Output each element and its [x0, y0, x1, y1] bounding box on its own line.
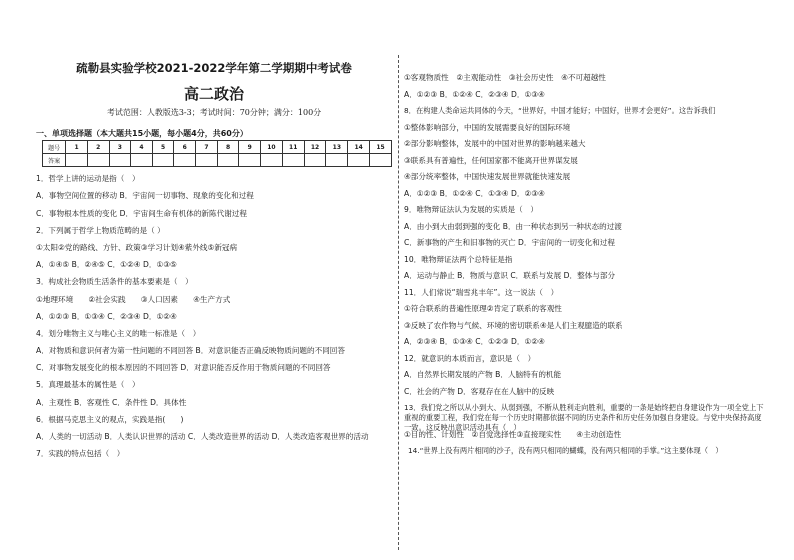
question-5-options: A．主观性 B．客观性 C．条件性 D．具体性 — [36, 397, 187, 407]
question-2-options: A．①④⑤ B．②④⑤ C．①②④ D．①③⑤ — [36, 260, 177, 270]
answer-cell[interactable] — [217, 154, 239, 167]
question-3-stem: 3．构成社会物质生活条件的基本要素是（ ） — [36, 277, 193, 287]
answer-cell[interactable] — [66, 154, 88, 167]
question-12-stem: 12．就意识的本质而言，意识是（ ） — [404, 353, 536, 363]
answer-grid — [42, 140, 392, 167]
grid-number: 14 — [348, 141, 370, 154]
question-9-options-ab: A．由小到大由弱到强的变化 B．由一种状态到另一种状态的过渡 — [404, 221, 622, 231]
question-11-stem: 11．人们常说“瑞雪兆丰年”。这一说法（ ） — [404, 287, 559, 297]
section-heading: 一、单项选择题（本大题共15小题，每小题4分，共60分） — [36, 129, 248, 138]
answer-cell[interactable] — [304, 154, 326, 167]
subject-title: 高二政治 — [183, 85, 244, 103]
answer-cell[interactable] — [131, 154, 153, 167]
question-10-options: A．运动与静止 B．物质与意识 C．联系与发展 D．整体与部分 — [404, 271, 616, 280]
answer-cell[interactable] — [261, 154, 283, 167]
answer-cell[interactable] — [109, 154, 131, 167]
question-5-stem: 5．真理最基本的属性是（ ） — [36, 380, 140, 390]
question-9-stem: 9．唯物辩证法认为发展的实质是（ ） — [404, 205, 538, 214]
question-7-options: A．①②③ B．①②④ C．②③④ D．①③④ — [404, 89, 545, 99]
question-11-items-34: ③反映了农作物与气候、环境的密切联系④是人们主观臆造的联系 — [404, 320, 623, 330]
answer-cell[interactable] — [282, 154, 304, 167]
grid-number: 2 — [87, 141, 109, 154]
question-7-items: ①客观物质性 ②主观能动性 ③社会历史性 ④不可超越性 — [404, 73, 606, 82]
question-6-stem: 6．根据马克思主义的观点，实践是指( ) — [36, 414, 184, 424]
question-11-options: A．②③④ B．①③④ C．①②③ D．①②④ — [404, 337, 545, 346]
question-7-stem: 7．实践的特点包括（ ） — [36, 449, 125, 459]
question-8-item-4: ④部分统率整体，中国快速发展世界就能快速发展 — [404, 172, 571, 181]
question-2-stem: 2．下列属于哲学上物质范畴的是（ ） — [36, 225, 165, 235]
question-2-items: ①太阳②党的路线、方针、政策③学习计划④紫外线⑤新冠病 — [36, 242, 238, 252]
answer-cell[interactable] — [152, 154, 174, 167]
question-6-options: A．人类的一切活动 B．人类认识世界的活动 C．人类改造世界的活动 D．人类改造客观世界的活动 — [36, 432, 369, 441]
grid-number: 13 — [326, 141, 348, 154]
grid-number: 4 — [131, 141, 153, 154]
question-1-options-ab: A．事物空间位置的移动 B．宇宙间一切事物、现象的变化和过程 — [36, 191, 254, 201]
question-1-stem: 1．哲学上讲的运动是指（ ） — [36, 174, 140, 184]
exam-title: 疏勒县实验学校2021-2022学年第二学期期中考试卷 — [76, 61, 352, 75]
question-4-stem: 4．划分唯物主义与唯心主义的唯一标准是（ ） — [36, 328, 201, 338]
column-divider — [398, 55, 399, 550]
question-8-item-1: ①整体影响部分，中国的发展需要良好的国际环境 — [404, 122, 571, 132]
grid-number: 11 — [282, 141, 304, 154]
question-14-stem: 14.“世界上没有两片相同的沙子，没有两只相同的蝴蝶，没有两只相同的手掌。”这主要体现（ ） — [408, 446, 723, 455]
question-13-items: ①目的性、计划性 ②自觉选择性③直接现实性 ④主动创造性 — [404, 429, 622, 439]
grid-number: 9 — [239, 141, 261, 154]
answer-cell[interactable] — [348, 154, 370, 167]
question-10-stem: 10．唯物辩证法两个总特征是指 — [404, 254, 513, 264]
question-12-options-ab: A．自然界长期发展的产物 B．人脑特有的机能 — [404, 370, 562, 379]
right-column — [404, 55, 764, 456]
grid-number: 1 — [66, 141, 88, 154]
answer-cell[interactable] — [174, 154, 196, 167]
question-12-options-cd: C．社会的产物 D．客观存在在人脑中的反映 — [404, 386, 555, 396]
question-9-options-cd: C．新事物的产生和旧事物的灭亡 D．宇宙间的一切变化和过程 — [404, 238, 615, 247]
exam-info: 考试范围：人教版选3-3；考试时间：70分钟；满分：100分 — [106, 108, 322, 117]
question-8-item-2: ②部分影响整体，发展中的中国对世界的影响越来越大 — [404, 139, 586, 148]
answer-cell[interactable] — [326, 154, 348, 167]
grid-number: 12 — [304, 141, 326, 154]
question-number-row — [43, 141, 392, 154]
grid-number: 6 — [174, 141, 196, 154]
grid-number: 15 — [370, 141, 392, 154]
question-13-stem: 13．我们党之所以从小到大、从弱到强，不断从胜利走向胜利，重要的一条是始终把自身建设作为一项全党上下重视的重要工程，我们党在每一个历史时期都依据不同的历史条件和历史任务加强自身建设。与党中央保持高度一致。这反映出意识活动具有（ ） — [404, 403, 764, 432]
question-11-items-12: ①符合联系的普遍性原理②肯定了联系的客观性 — [404, 304, 562, 313]
answer-cell[interactable] — [87, 154, 109, 167]
answer-cell[interactable] — [196, 154, 218, 167]
answer-row — [43, 154, 392, 167]
grid-number: 10 — [261, 141, 283, 154]
answer-cell[interactable] — [370, 154, 392, 167]
answer-cell[interactable] — [239, 154, 261, 167]
grid-number: 5 — [152, 141, 174, 154]
question-8-options: A．①②③ B．①②④ C．①③④ D．②③④ — [404, 188, 545, 198]
grid-number: 3 — [109, 141, 131, 154]
row-label-number: 题号 — [43, 141, 66, 154]
question-4-options-cd: C．对事物发展变化的根本原因的不同回答 D．对意识能否反作用于物质问题的不同回答 — [36, 363, 331, 373]
grid-number: 7 — [196, 141, 218, 154]
left-column — [36, 60, 392, 459]
question-1-options-cd: C．事物根本性质的变化 D．宇宙间生命有机体的新陈代谢过程 — [36, 208, 247, 218]
question-4-options-ab: A．对物质和意识何者为第一性问题的不同回答 B．对意识能否正确反映物质问题的不同回答 — [36, 346, 345, 356]
question-3-options: A．①②③ B．①③④ C．②③④ D．①②④ — [36, 311, 177, 321]
question-8-stem: 8．在构建人类命运共同体的今天，“世界好，中国才能好；中国好，世界才会更好”。这告诉我们 — [404, 106, 716, 115]
grid-number: 8 — [217, 141, 239, 154]
question-3-items: ①地理环境 ②社会实践 ③人口因素 ④生产方式 — [36, 294, 231, 304]
question-8-item-3: ③联系具有普遍性，任何国家都不能离开世界谋发展 — [404, 155, 578, 165]
row-label-answer: 答案 — [43, 154, 66, 167]
